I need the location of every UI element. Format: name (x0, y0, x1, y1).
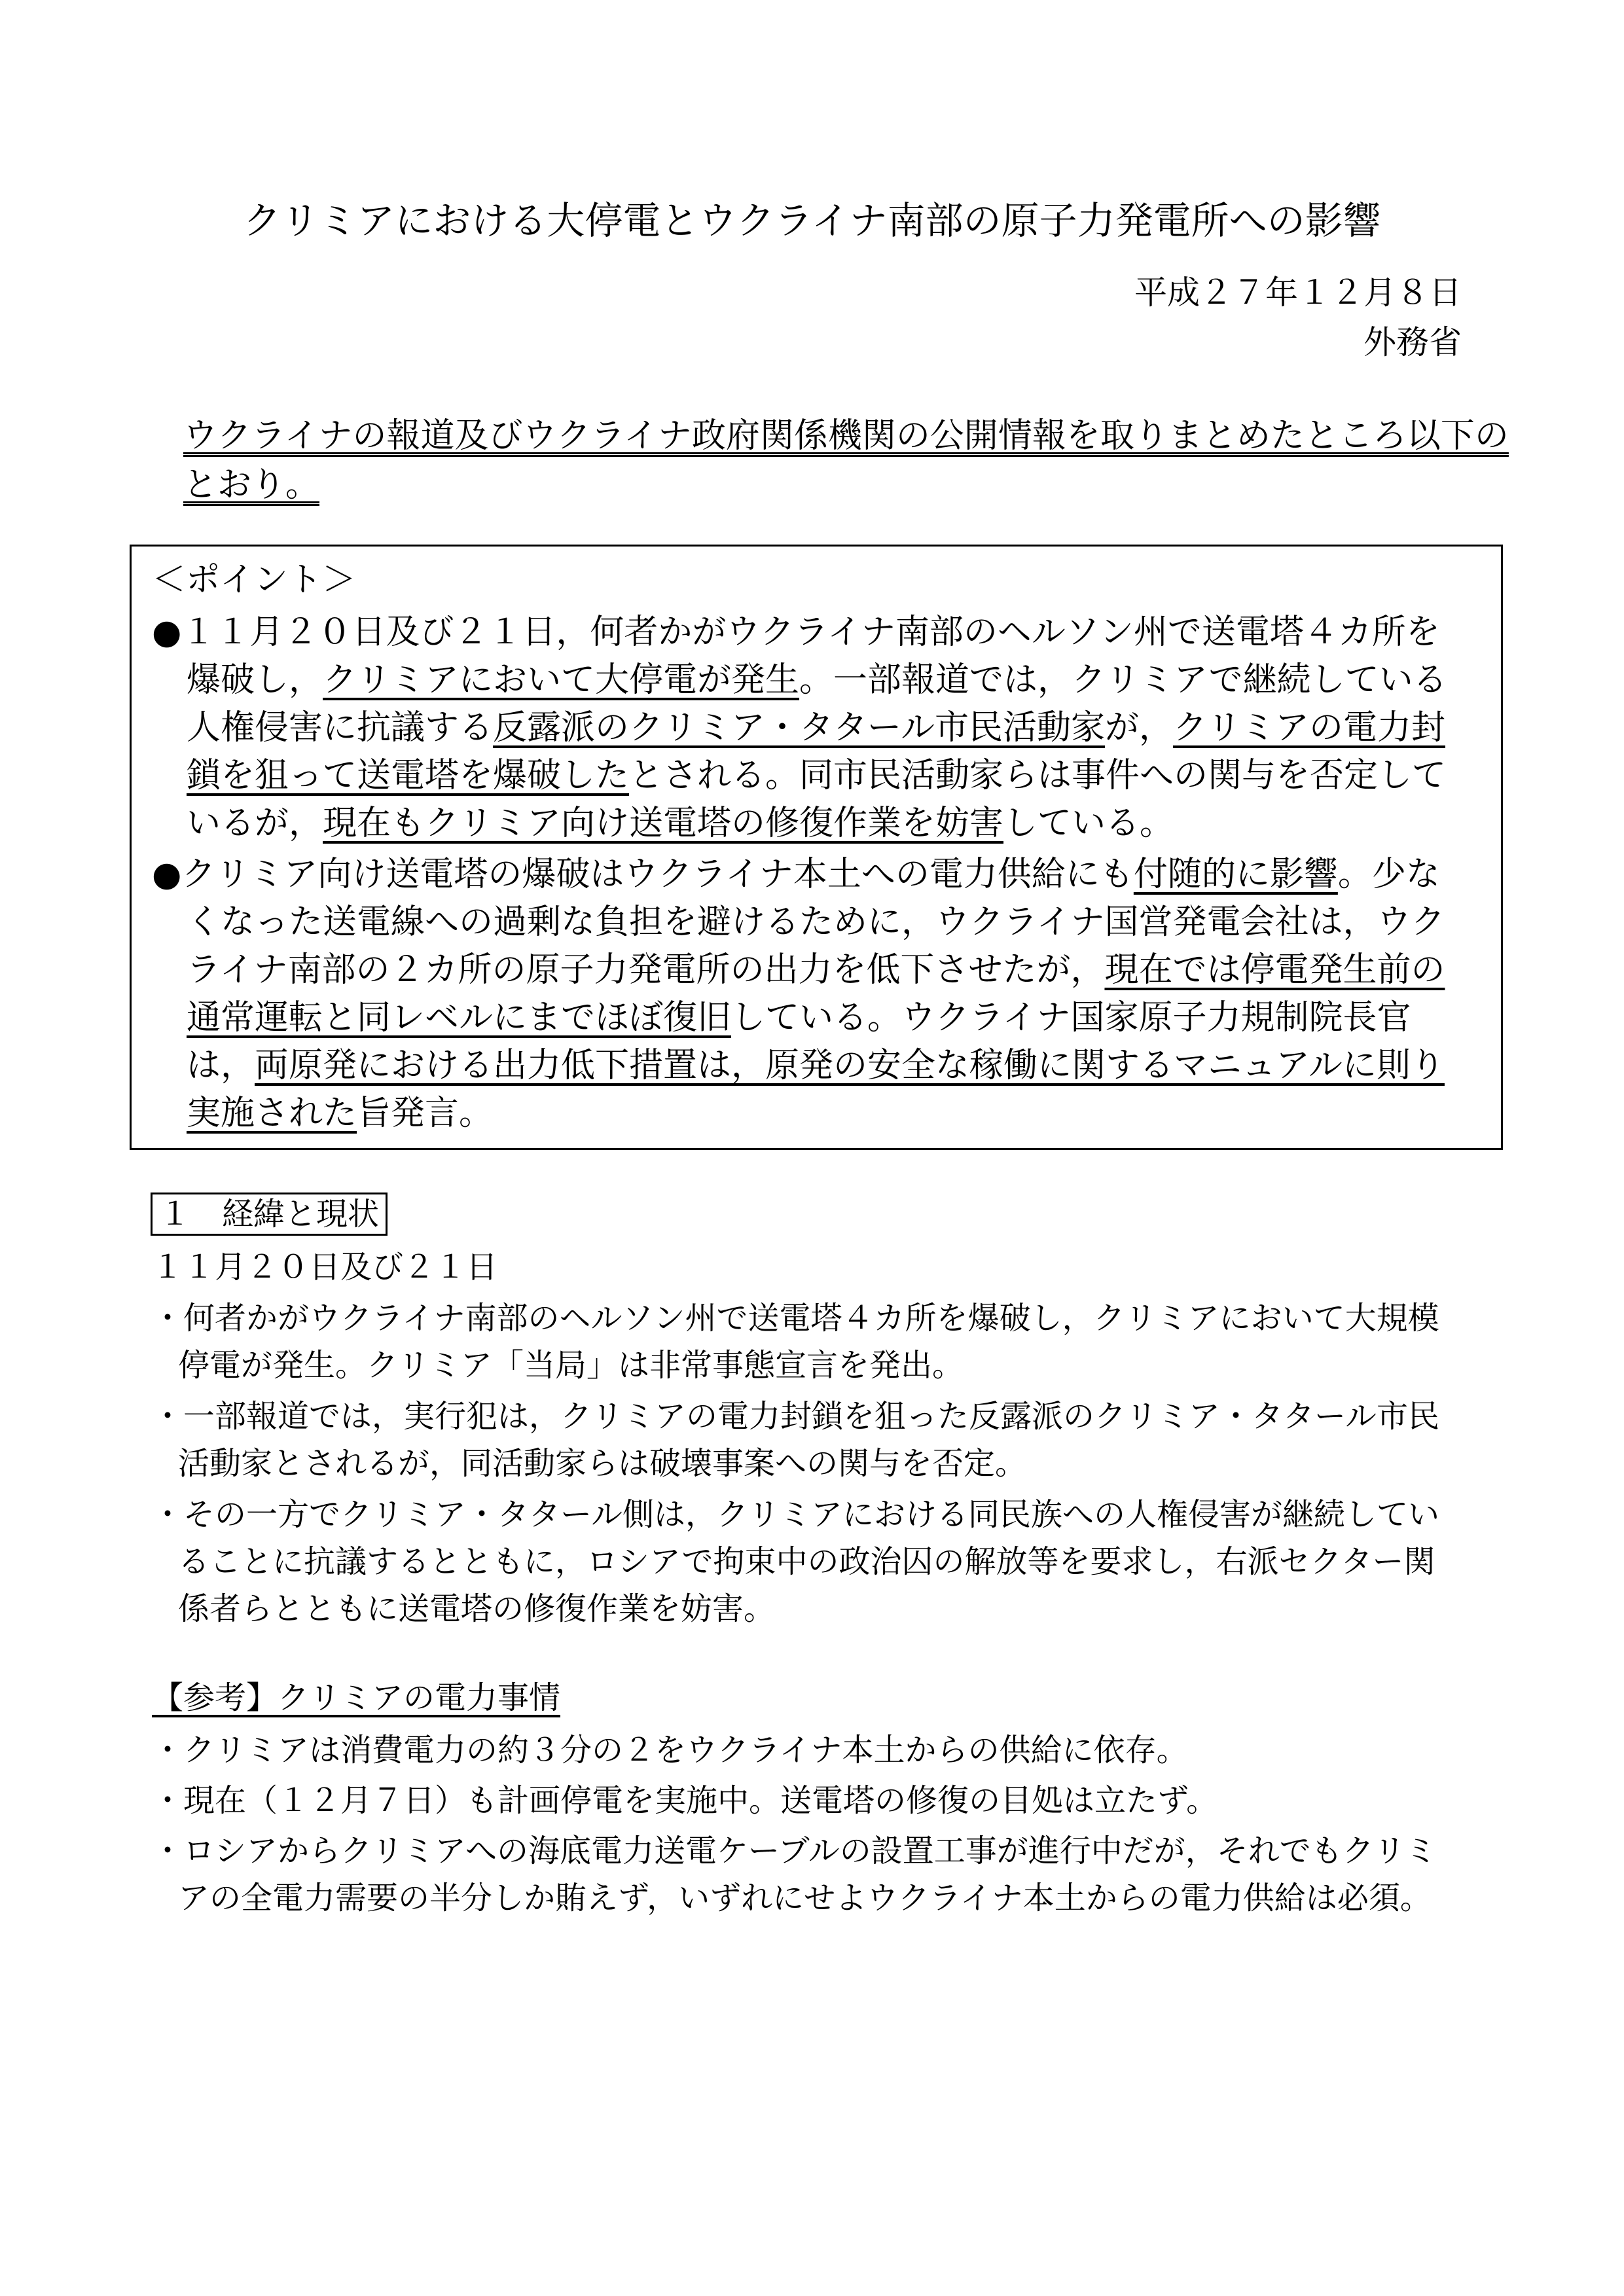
reference-heading: 【参考】クリミアの電力事情 (152, 1679, 561, 1716)
point-text: いるが， (187, 804, 323, 843)
reference-bullet-3-line-2: アの全電力需要の半分しか賄えず，いずれにせよウクライナ本土からの電力供給は必須。 (178, 1880, 1432, 1916)
point-emphasis: クリミアの電力封 (1173, 708, 1446, 747)
point-bullet-1-line-4 (187, 756, 1447, 795)
point-text: 旨発言。 (357, 1094, 494, 1133)
point-heading: ＜ポイント＞ (152, 560, 357, 600)
point-bullet-2-line-4 (187, 998, 1411, 1037)
section-1-bullet-2-line-1: ・一部報道では，実行犯は，クリミアの電力封鎖を狙った反露派のクリミア・タタール市民 (152, 1398, 1440, 1435)
issuing-ministry: 外務省 (1363, 323, 1462, 361)
reference-bullet-1: ・クリミアは消費電力の約３分の２をウクライナ本土からの供給に依存。 (152, 1732, 1188, 1768)
point-emphasis: 鎖を狙って送電塔を爆破した (187, 756, 630, 795)
point-emphasis: 通常運転と同レベルにまでほぼ復旧 (187, 998, 732, 1037)
point-emphasis: 両原発における出力低下措置は，原発の安全な稼働に関するマニュアルに則り (255, 1046, 1445, 1085)
section-1-bullet-3-line-3: 係者らとともに送電塔の修復作業を妨害。 (178, 1590, 776, 1627)
point-bullet-1-line-3 (187, 708, 1446, 747)
point-text: 。少な (1337, 855, 1440, 894)
intro-line-2: とおり。 (183, 465, 320, 505)
point-text: ライナ南部の２カ所の原子力発電所の出力を低下させたが， (187, 950, 1105, 990)
point-bullet-1-line-1: ●１１月２０日及び２１日，何者かがウクライナ南部のヘルソン州で送電塔４カ所を (152, 613, 1440, 652)
section-1-bullet-3-line-1: ・その一方でクリミア・タタール側は，クリミアにおける同民族への人権侵害が継続してい (152, 1496, 1440, 1533)
point-emphasis: 付随的に影響 (1133, 855, 1338, 894)
point-bullet-2-line-2: くなった送電線への過剰な負担を避けるために，ウクライナ国営発電会社は，ウク (187, 903, 1445, 942)
point-emphasis: 現在もクリミア向け送電塔の修復作業を妨害 (323, 804, 1004, 843)
reference-bullet-2: ・現在（１２月７日）も計画停電を実施中。送電塔の修復の目処は立たず。 (152, 1782, 1218, 1819)
section-1-heading: １ 経緯と現状 (151, 1193, 388, 1236)
point-text: は， (187, 1046, 255, 1085)
point-text: が， (1104, 708, 1173, 747)
point-text: 爆破し， (187, 660, 323, 700)
point-emphasis: 反露派のクリミア・タタール市民活動家 (493, 708, 1105, 747)
section-1-bullet-2-line-2: 活動家とされるが，同活動家らは破壊事案への関与を否定。 (178, 1445, 1027, 1482)
document-title: クリミアにおける大停電とウクライナ南部の原子力発電所への影響 (243, 198, 1381, 243)
point-bullet-1-line-2 (187, 660, 1447, 700)
section-1-date-line: １１月２０日及び２１日 (152, 1249, 498, 1285)
point-emphasis: 現在では停電発生前の (1104, 950, 1445, 990)
point-bullet-2-line-3 (187, 950, 1445, 990)
point-text: している。ウクライナ国家原子力規制院長官 (731, 998, 1411, 1037)
point-text: 。一部報道では，クリミアで継続している (799, 660, 1447, 700)
point-bullet-1-line-5 (187, 804, 1174, 843)
point-emphasis: クリミアにおいて大停電が発生 (323, 660, 800, 700)
point-bullet-2-line-1 (152, 855, 1440, 894)
point-bullet-2-line-5 (187, 1046, 1445, 1085)
point-text: 人権侵害に抗議する (187, 708, 494, 747)
intro-line-1: ウクライナの報道及びウクライナ政府関係機関の公開情報を取りまとめたところ以下の (183, 416, 1509, 456)
reference-bullet-3-line-1: ・ロシアからクリミアへの海底電力送電ケーブルの設置工事が進行中だが，それでもクリミ (152, 1833, 1437, 1869)
section-1-bullet-1-line-1: ・何者かがウクライナ南部のヘルソン州で送電塔４カ所を爆破し，クリミアにおいて大規模 (152, 1300, 1439, 1336)
point-text: している。 (1003, 804, 1174, 843)
document-date: 平成２７年１２月８日 (1134, 274, 1462, 312)
section-1-bullet-3-line-2: ることに抗議するとともに，ロシアで拘束中の政治囚の解放等を要求し，右派セクター関 (178, 1543, 1435, 1580)
point-bullet-2-line-6 (187, 1094, 494, 1133)
point-text: とされる。同市民活動家らは事件への関与を否定して (629, 756, 1447, 795)
point-emphasis: 実施された (187, 1094, 357, 1133)
section-1-bullet-1-line-2: 停電が発生。クリミア「当局」は非常事態宣言を発出。 (178, 1347, 964, 1384)
point-text: ●クリミア向け送電塔の爆破はウクライナ本土への電力供給にも (152, 855, 1134, 894)
